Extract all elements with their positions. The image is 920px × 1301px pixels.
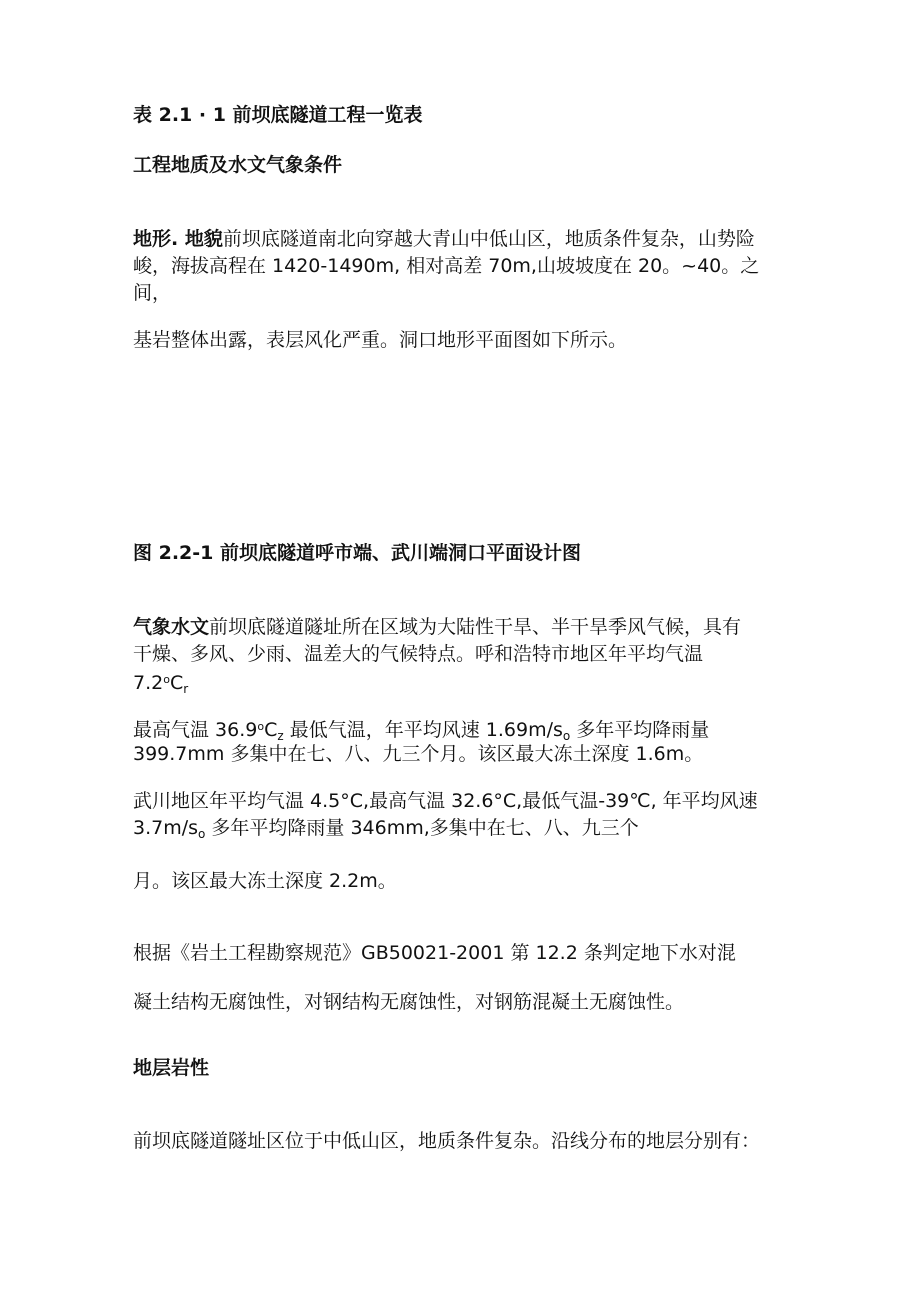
- groundwater-paragraph-line-2: 凝土结构无腐蚀性，对钢结构无腐蚀性，对钢筋混凝土无腐蚀性。: [133, 991, 685, 1013]
- terrain-paragraph-line-1: [133, 225, 755, 253]
- climate-paragraph-line-5: 399.7mm 多集中在七、八、九三个月。该区最大冻土深度 1.6m。: [133, 743, 704, 765]
- section-title-geology: 工程地质及水文气象条件: [133, 154, 343, 176]
- climate-paragraph-line-6: 武川地区年平均气温 4.5°C,最高气温 32.6°C,最低气温-39℃, 年平均风速: [133, 790, 758, 812]
- climate-label: 气象水文: [133, 616, 210, 638]
- climate-paragraph-line-3: $7.2^oC_r$: [133, 672, 189, 696]
- terrain-paragraph-line-4: 基岩整体出露，表层风化严重。洞口地形平面图如下所示。: [133, 329, 628, 351]
- climate-paragraph-line-7: $3.7m∕s_o$ 多年平均降雨量 346mm,多集中在七、八、九三个: [133, 817, 639, 841]
- strata-paragraph-line-1: 前坝底隧道隧址区位于中低山区，地质条件复杂。沿线分布的地层分别有：: [133, 1130, 761, 1152]
- climate-paragraph-line-1: [133, 613, 741, 641]
- climate-text: 前坝底隧道隧址所在区域为大陆性干旱、半干旱季风气候，具有: [209, 616, 742, 638]
- section-title-strata: 地层岩性: [133, 1057, 210, 1079]
- climate-paragraph-line-8: 月。该区最大冻土深度 2.2m。: [133, 870, 397, 892]
- climate-paragraph-line-2: 干燥、多风、少雨、温差大的气候特点。呼和浩特市地区年平均气温: [133, 643, 704, 665]
- terrain-paragraph-line-3: 间，: [133, 282, 172, 304]
- terrain-label: 地形. 地貌: [133, 228, 223, 250]
- figure-caption: 图 2.2-1 前坝底隧道呼市端、武川端洞口平面设计图: [133, 542, 581, 564]
- terrain-paragraph-line-2: 峻，海拔高程在 1420-1490m, 相对高差 70m,山坡坡度在 20。~40。之: [133, 255, 760, 277]
- table-caption: 表 2.1 · 1 前坝底隧道工程一览表: [133, 104, 423, 126]
- groundwater-paragraph-line-1: 根据《岩土工程勘察规范》GB50021-2001 第 12.2 条判定地下水对混: [133, 942, 736, 964]
- terrain-text: 前坝底隧道南北向穿越大青山中低山区，地质条件复杂，山势险: [222, 228, 755, 250]
- climate-paragraph-line-4: 最高气温 $36.9^oC_z$ 最低气温，年平均风速 $1.69m∕s_o$ 多年平均降雨量: [133, 719, 710, 743]
